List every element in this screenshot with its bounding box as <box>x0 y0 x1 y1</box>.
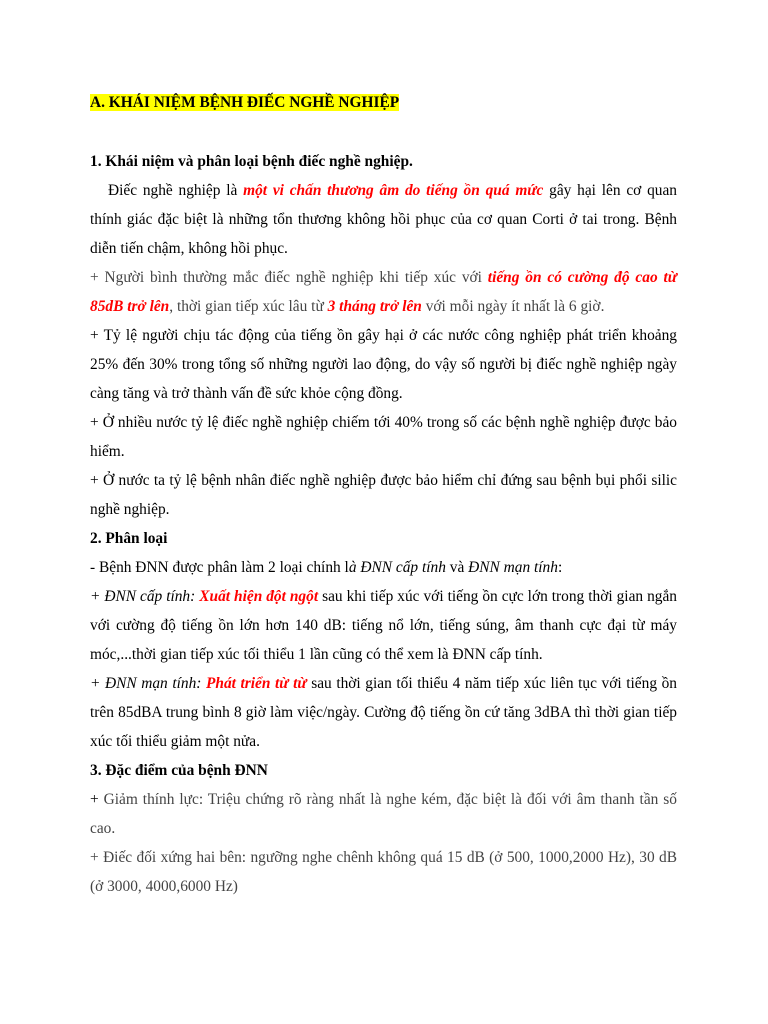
section-title <box>90 88 677 117</box>
paragraph-definition <box>90 176 677 263</box>
document-content <box>90 88 677 901</box>
paragraph-condition <box>90 263 677 321</box>
text-segment: : <box>557 559 563 576</box>
paragraph-rate-countries: + Ở nhiều nước tỷ lệ điếc nghề nghiệp chiếm tới 40% trong số các bệnh nghề nghiệp được bảo hiểm. <box>90 414 677 460</box>
paragraph-acute <box>90 582 677 669</box>
emphasis-text: một vi chấn thương âm do tiếng ồn quá mức <box>243 182 544 199</box>
text-segment: gây hại lên cơ quan thính giác đặc biệt là những tổn thương không hồi phục của cơ quan Corti ở tai trong. Bệnh diễn tiến chậm, không hồi phục. <box>90 182 677 257</box>
emphasis-text: 3 tháng trở lên <box>327 298 422 315</box>
italic-text: à ĐNN cấp tính <box>348 559 446 576</box>
italic-text: + ĐNN cấp tính: <box>90 588 200 605</box>
text-segment: với mỗi ngày ít nhất là 6 giờ. <box>421 298 605 315</box>
emphasis-text: Phát triển từ từ <box>205 675 307 692</box>
heading-3: 3. Đặc điểm của bệnh ĐNN <box>90 762 268 779</box>
text-segment: sau khi tiếp xúc với tiếng ồn cực lớn trong thời gian ngắn với cường độ tiếng ồn lớn hơn 140 dB: tiếng nổ lớn, tiếng súng, âm thanh cực đại từ máy móc,...thời gian tiếp xúc tối thiểu 1 lần cũng có thể xem là ĐNN cấp tính. <box>90 588 677 663</box>
italic-text: + ĐNN mạn tính: <box>90 675 206 692</box>
emphasis-text: tiếng ồn có cường độ cao từ 85dB trở lên <box>90 269 677 315</box>
text-segment: - Bệnh ĐNN được phân làm 2 loại chính l <box>90 559 349 576</box>
text-segment: sau thời gian tối thiểu 4 năm tiếp xúc liên tục với tiếng ồn trên 85dBA trung bình 8 giờ làm việc/ngày. Cường độ tiếng ồn cứ tăng 3dBA thì thời gian tiếp xúc tối thiểu giảm một nửa. <box>90 675 677 750</box>
paragraph-symmetric: + Điếc đối xứng hai bên: ngưỡng nghe chênh không quá 15 dB (ở 500, 1000,2000 Hz), 30 dB (ở 3000, 4000,6000 Hz) <box>90 849 677 895</box>
paragraph-chronic <box>90 669 677 756</box>
paragraph-hearing-loss <box>90 785 677 843</box>
text-segment: , thời gian tiếp xúc lâu từ <box>169 298 328 315</box>
heading-2: 2. Phân loại <box>90 530 168 547</box>
paragraph-rate-vietnam: + Ở nước ta tỷ lệ bệnh nhân điếc nghề nghiệp được bảo hiểm chỉ đứng sau bệnh bụi phổi silic nghề nghiệp. <box>90 472 677 518</box>
paragraph-classification <box>90 553 677 582</box>
heading-1: 1. Khái niệm và phân loại bệnh điếc nghề nghiệp. <box>90 153 413 170</box>
text-segment: + <box>90 791 99 808</box>
text-segment: + Người bình thường mắc điếc nghề nghiệp khi tiếp xúc với <box>90 269 488 286</box>
italic-text: ĐNN mạn tính <box>468 559 558 576</box>
section-title-highlight: A. KHÁI NIỆM BỆNH ĐIẾC NGHỀ NGHIỆP <box>90 94 400 111</box>
text-segment: Điếc nghề nghiệp là <box>108 182 244 199</box>
text-segment: và <box>445 559 469 576</box>
emphasis-text: Xuất hiện đột ngột <box>199 588 319 605</box>
paragraph-rate-industrial: + Tỷ lệ người chịu tác động của tiếng ồn gây hại ở các nước công nghiệp phát triển khoảng 25% đến 30% trong tổng số những người lao động, do vậy số người bị điếc nghề nghiệp ngày càng tăng và trở thành vấn đề sức khỏe cộng đồng. <box>90 327 677 402</box>
text-segment: Giảm thính lực: Triệu chứng rõ ràng nhất là nghe kém, đặc biệt là đối với âm thanh tần số cao. <box>90 791 677 837</box>
